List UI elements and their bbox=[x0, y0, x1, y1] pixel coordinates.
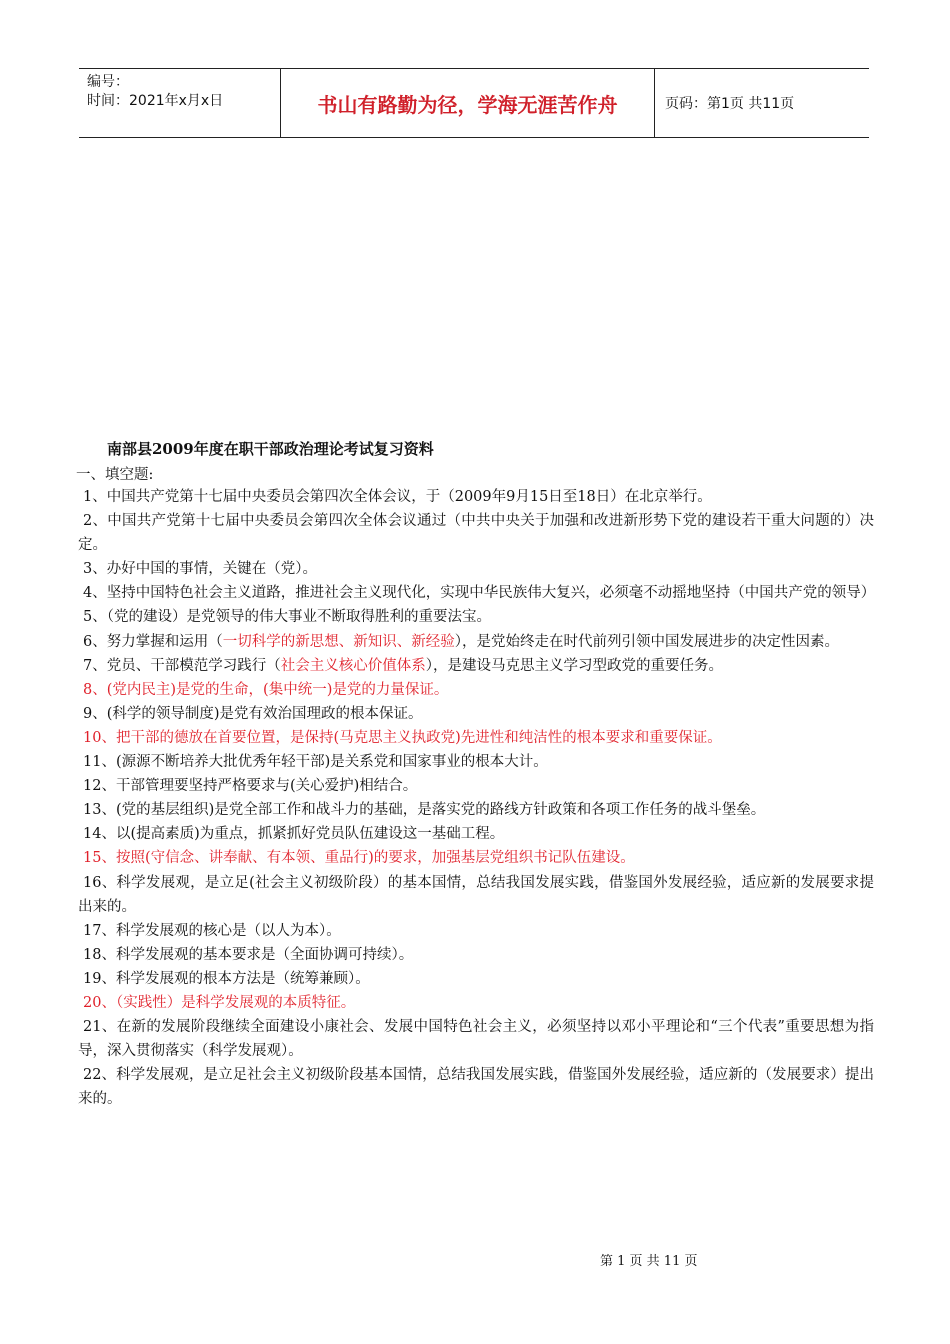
question-item: 19、科学发展观的根本方法是（统筹兼顾）。 bbox=[83, 970, 370, 987]
highlighted-answer: 一切科学的新思想、新知识、新经验 bbox=[222, 633, 455, 650]
question-item: 12、干部管理要坚持严格要求与(关心爱护)相结合。 bbox=[83, 778, 418, 795]
question-item: 3、办好中国的事情，关键在（党）。 bbox=[83, 561, 317, 578]
question-item: 15、按照(守信念、讲奉献、有本领、重品行)的要求，加强基层党组织书记队伍建设。 bbox=[83, 850, 635, 867]
question-item: 21、在新的发展阶段继续全面建设小康社会、发展中国特色社会主义，必须坚持以邓小平理论和“三个代表”重要思想为指导，深入贯彻落实（科学发展观）。 bbox=[78, 1019, 874, 1060]
question-item: 9、(科学的领导制度)是党有效治国理政的根本保证。 bbox=[83, 705, 423, 722]
question-item: 14、以(提高素质)为重点，抓紧抓好党员队伍建设这一基础工程。 bbox=[83, 826, 505, 843]
page-header bbox=[79, 68, 869, 138]
header-meta bbox=[79, 69, 281, 137]
question-item: 17、科学发展观的核心是（以人为本）。 bbox=[83, 922, 341, 939]
header-motto: 书山有路勤为径，学海无涯苦作舟 bbox=[281, 69, 655, 137]
question-item: 20、（实践性）是科学发展观的本质特征。 bbox=[83, 994, 356, 1011]
question-item: 10、把干部的德放在首要位置，是保持(马克思主义执政党)先进性和纯洁性的根本要求和重要保证。 bbox=[83, 729, 722, 746]
question-item: 18、科学发展观的基本要求是（全面协调可持续）。 bbox=[83, 946, 414, 963]
question-item bbox=[78, 630, 874, 654]
section-heading: 一、填空题: bbox=[76, 467, 154, 483]
question-item: 4、坚持中国特色社会主义道路，推进社会主义现代化，实现中华民族伟大复兴，必须毫不动摇地坚持（中国共产党的领导） bbox=[83, 585, 876, 602]
question-item: 8、(党内民主)是党的生命，(集中统一)是党的力量保证。 bbox=[83, 681, 449, 698]
time-label: 时间：2021年x月x日 bbox=[87, 93, 224, 109]
question-text: 7、党员、干部模范学习践行（ bbox=[83, 657, 281, 674]
question-item: 1、中国共产党第十七届中央委员会第四次全体会议，于（2009年9月15日至18日）在北京举行。 bbox=[83, 489, 712, 505]
highlighted-answer: 社会主义核心价值体系 bbox=[280, 657, 426, 674]
question-item bbox=[78, 654, 874, 678]
question-item: 13、(党的基层组织)是党全部工作和战斗力的基础，是落实党的路线方针政策和各项工作任务的战斗堡垒。 bbox=[83, 802, 766, 819]
question-item: 11、(源源不断培养大批优秀年轻干部)是关系党和国家事业的根本大计。 bbox=[83, 754, 548, 771]
number-label: 编号： bbox=[87, 74, 129, 90]
page-footer: 第 1 页 共 11 页 bbox=[600, 1254, 698, 1269]
question-item: 2、中国共产党第十七届中央委员会第四次全体会议通过（中共中央关于加强和改进新形势下党的建设若干重大问题的）决定。 bbox=[78, 513, 874, 554]
question-text: 6、努力掌握和运用（ bbox=[83, 633, 223, 650]
document-title: 南部县2009年度在职干部政治理论考试复习资料 bbox=[107, 440, 434, 458]
question-item: 5、（党的建设）是党领导的伟大事业不断取得胜利的重要法宝。 bbox=[83, 609, 491, 626]
question-item: 22、科学发展观，是立足社会主义初级阶段基本国情，总结我国发展实践，借鉴国外发展经验，适应新的（发展要求）提出来的。 bbox=[78, 1067, 874, 1108]
question-text: ），是建设马克思主义学习型政党的重要任务。 bbox=[425, 657, 723, 674]
question-list bbox=[78, 485, 874, 1111]
question-text: ），是党始终走在时代前列引领中国发展进步的决定性因素。 bbox=[454, 633, 839, 650]
header-page-label: 页码：第1页 共11页 bbox=[665, 96, 795, 112]
question-item: 16、科学发展观，是立足(社会主义初级阶段）的基本国情，总结我国发展实践，借鉴国外发展经验，适应新的发展要求提出来的。 bbox=[78, 874, 874, 915]
